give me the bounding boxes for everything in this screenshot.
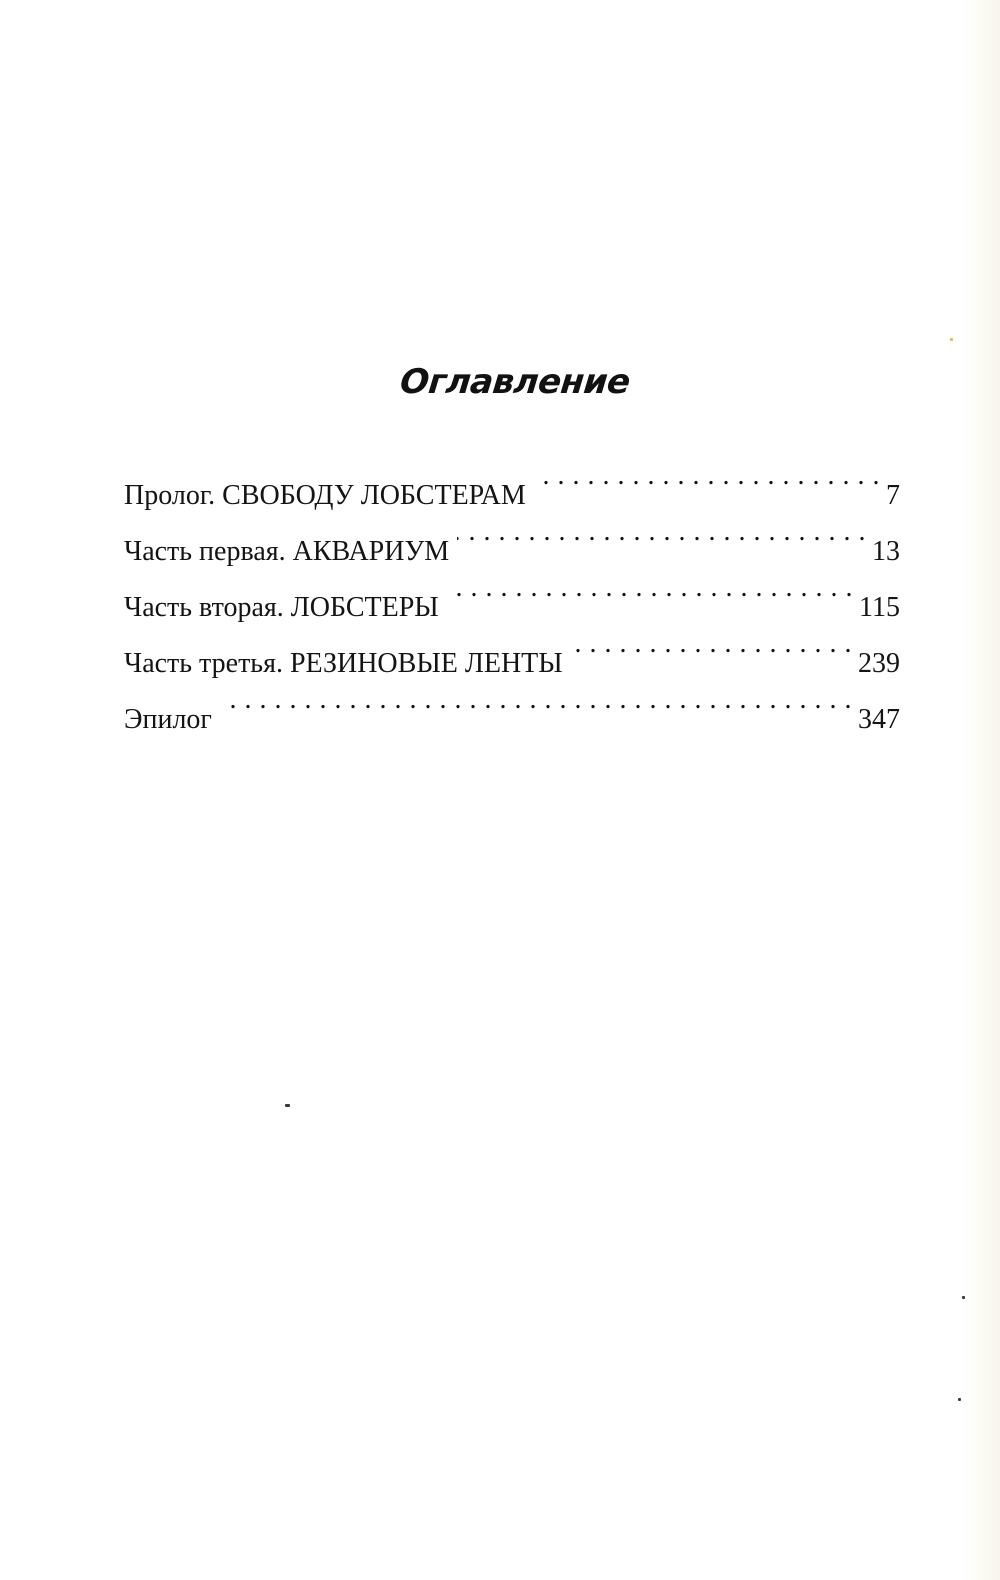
- toc-entry-label: Часть первая. АКВАРИУМ: [124, 536, 450, 567]
- scan-speck: [962, 1296, 965, 1299]
- dot-leader: [457, 504, 866, 560]
- dot-leader: [571, 616, 852, 672]
- toc-entry-page: 13: [872, 536, 900, 567]
- toc-entry-label: Часть третья. РЕЗИНОВЫЕ ЛЕНТЫ: [124, 648, 563, 679]
- toc-entry-page: 115: [859, 592, 900, 623]
- scan-speck: [285, 1104, 290, 1107]
- toc-entry-epilogue[interactable]: [124, 672, 900, 735]
- toc-entry-label: Пролог. СВОБОДУ ЛОБСТЕРАМ: [124, 480, 526, 511]
- dot-leader: [534, 448, 880, 504]
- dot-leader: [220, 672, 852, 728]
- scan-speck: [950, 338, 953, 341]
- toc-entry-page: 347: [858, 704, 900, 735]
- toc-entry-label: Эпилог: [124, 704, 212, 735]
- toc-entry-page: 239: [858, 648, 900, 679]
- toc-entry-prologue[interactable]: [124, 448, 900, 511]
- page-edge-shadow: [962, 0, 1000, 1580]
- dot-leader: [447, 560, 853, 616]
- page-title: Оглавление: [398, 362, 632, 402]
- scan-speck: [958, 1398, 961, 1401]
- toc-entry-page: 7: [886, 480, 900, 511]
- table-of-contents: [124, 448, 900, 735]
- toc-entry-label: Часть вторая. ЛОБСТЕРЫ: [124, 592, 439, 623]
